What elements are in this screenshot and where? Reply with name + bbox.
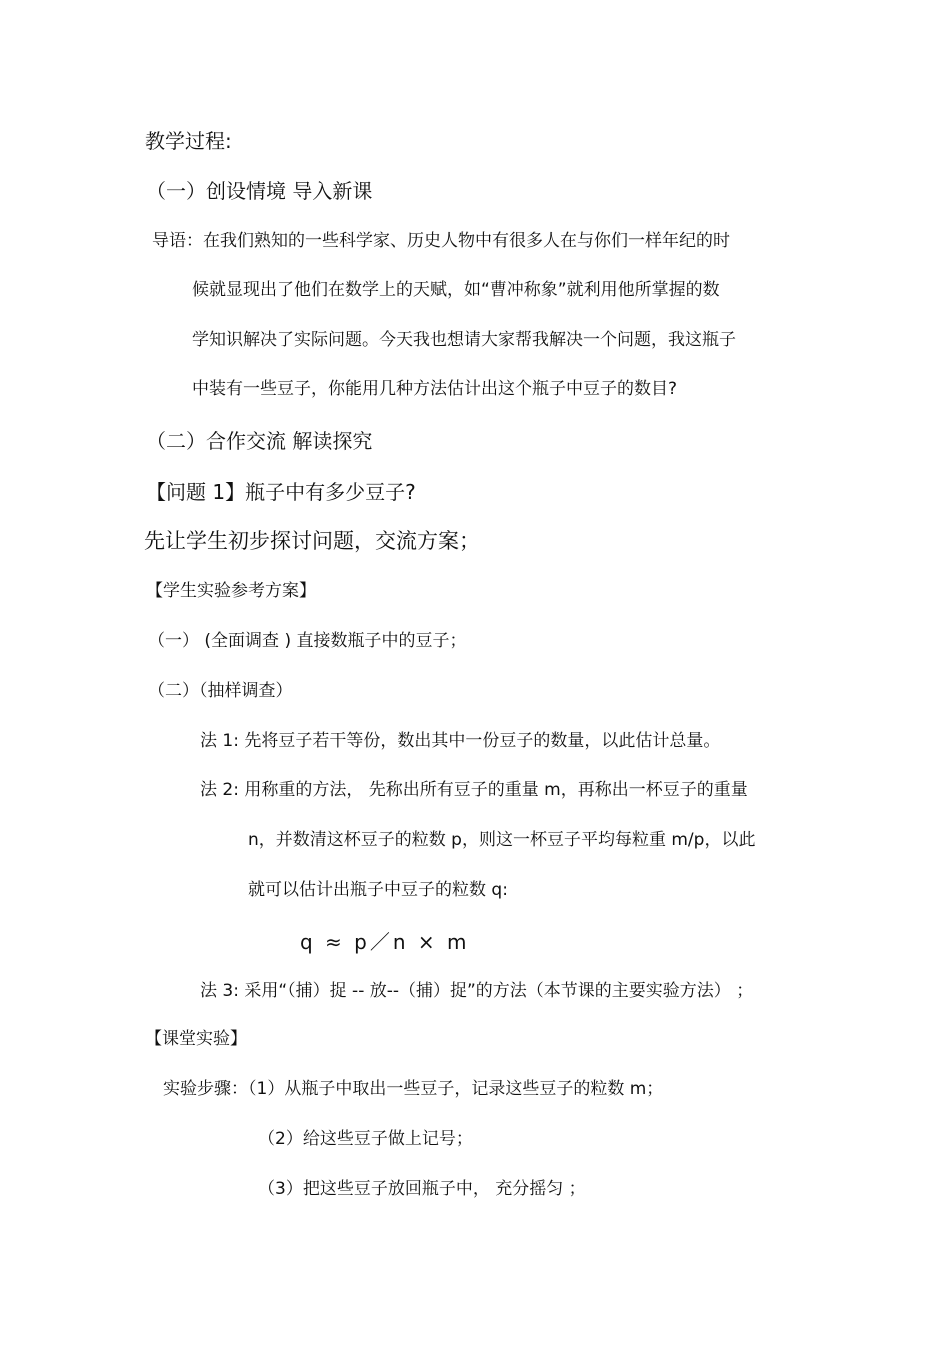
intro-line-3: 学知识解决了实际问题。今天我也想请大家帮我解决一个问题，我这瓶子 (192, 330, 736, 350)
estimate-formula: q ≈ p／n × m (300, 930, 470, 954)
experiment-title: 【课堂实验】 (145, 1029, 247, 1049)
method-2-line-1: 法 2: 用称重的方法， 先称出所有豆子的重量 m，再称出一杯豆子的重量 (200, 780, 748, 800)
experiment-step-3: （3）把这些豆子放回瓶子中， 充分摇匀 ； (258, 1179, 586, 1199)
intro-line-2: 候就显现出了他们在数学上的天赋，如“曹冲称象”就利用他所掌握的数 (192, 280, 720, 300)
section2-title: （二）合作交流 解读探究 (146, 429, 373, 453)
section1-title: （一）创设情境 导入新课 (146, 179, 373, 203)
method-3: 法 3: 采用“（捕）捉 -- 放--（捕）捉”的方法（本节课的主要实验方法） ； (200, 981, 754, 1001)
method-2-line-2: n，并数清这杯豆子的粒数 p，则这一杯豆子平均每粒重 m/p，以此 (248, 830, 756, 850)
plan-sampling-survey: （二）（抽样调查） (148, 681, 293, 701)
experiment-step-2: （2）给这些豆子做上记号； (258, 1129, 473, 1149)
intro-line-4: 中装有一些豆子，你能用几种方法估计出这个瓶子中豆子的数目? (192, 379, 678, 399)
question-1: 【问题 1】瓶子中有多少豆子? (146, 480, 416, 504)
intro-line-1: 导语：在我们熟知的一些科学家、历史人物中有很多人在与你们一样年纪的时 (152, 231, 730, 251)
plan-full-survey: （一） (全面调查 ) 直接数瓶子中的豆子； (148, 631, 467, 651)
page-heading: 教学过程: (145, 129, 232, 153)
method-1: 法 1: 先将豆子若干等份，数出其中一份豆子的数量，以此估计总量。 (200, 731, 721, 751)
method-2-line-3: 就可以估计出瓶子中豆子的粒数 q: (248, 880, 508, 900)
lead-text: 先让学生初步探讨问题，交流方案； (144, 529, 480, 553)
plan-title: 【学生实验参考方案】 (146, 581, 316, 601)
experiment-step-1: 实验步骤：（1）从瓶子中取出一些豆子，记录这些豆子的粒数 m； (163, 1079, 664, 1099)
